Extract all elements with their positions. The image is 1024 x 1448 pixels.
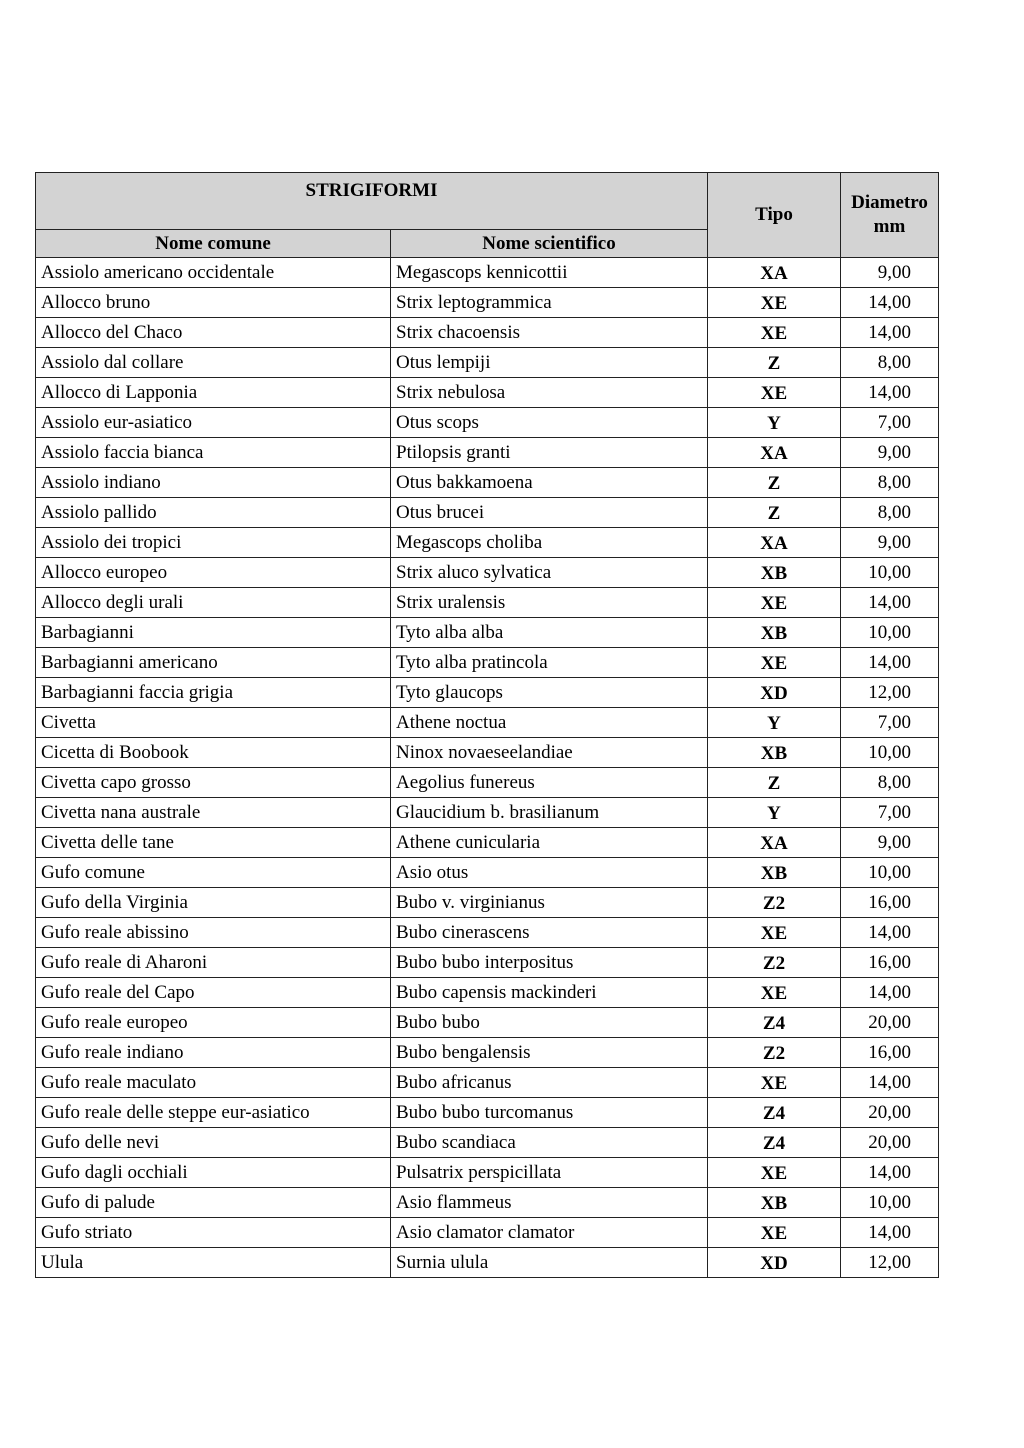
diametro-cell: 7,00 xyxy=(841,708,939,738)
diametro-cell: 14,00 xyxy=(841,1218,939,1248)
tipo-cell: XE xyxy=(708,1068,841,1098)
tipo-cell: XE xyxy=(708,1158,841,1188)
diametro-cell: 14,00 xyxy=(841,648,939,678)
name-comune-cell: Assiolo pallido xyxy=(36,498,391,528)
table-row xyxy=(36,648,939,678)
name-comune-cell: Allocco degli urali xyxy=(36,588,391,618)
table-row xyxy=(36,438,939,468)
table-row xyxy=(36,978,939,1008)
column-header-diametro-line1: Diametro xyxy=(851,192,928,213)
name-comune-cell: Civetta xyxy=(36,708,391,738)
name-scientifico-cell: Tyto alba pratincola xyxy=(391,648,708,678)
table-row xyxy=(36,678,939,708)
table-row xyxy=(36,768,939,798)
diametro-cell: 14,00 xyxy=(841,588,939,618)
diametro-cell: 14,00 xyxy=(841,378,939,408)
name-scientifico-cell: Glaucidium b. brasilianum xyxy=(391,798,708,828)
tipo-cell: XB xyxy=(708,738,841,768)
diametro-cell: 9,00 xyxy=(841,828,939,858)
column-header-diametro-line2: mm xyxy=(873,216,906,237)
name-comune-cell: Civetta delle tane xyxy=(36,828,391,858)
name-scientifico-cell: Ptilopsis granti xyxy=(391,438,708,468)
table-row xyxy=(36,468,939,498)
name-scientifico-cell: Bubo bubo xyxy=(391,1008,708,1038)
table-row xyxy=(36,318,939,348)
table-row xyxy=(36,588,939,618)
name-scientifico-cell: Pulsatrix perspicillata xyxy=(391,1158,708,1188)
name-comune-cell: Cicetta di Boobook xyxy=(36,738,391,768)
table-row xyxy=(36,1218,939,1248)
name-comune-cell: Gufo dagli occhiali xyxy=(36,1158,391,1188)
diametro-cell: 20,00 xyxy=(841,1008,939,1038)
name-comune-cell: Gufo comune xyxy=(36,858,391,888)
name-comune-cell: Assiolo faccia bianca xyxy=(36,438,391,468)
tipo-cell: XE xyxy=(708,288,841,318)
name-comune-cell: Assiolo dei tropici xyxy=(36,528,391,558)
tipo-cell: XE xyxy=(708,1218,841,1248)
table-row xyxy=(36,1188,939,1218)
name-comune-cell: Gufo striato xyxy=(36,1218,391,1248)
table-row xyxy=(36,1128,939,1158)
diametro-cell: 14,00 xyxy=(841,1068,939,1098)
diametro-cell: 10,00 xyxy=(841,858,939,888)
name-scientifico-cell: Athene cunicularia xyxy=(391,828,708,858)
tipo-cell: XE xyxy=(708,588,841,618)
name-scientifico-cell: Strix aluco sylvatica xyxy=(391,558,708,588)
table-row xyxy=(36,918,939,948)
table-row xyxy=(36,1008,939,1038)
diametro-cell: 10,00 xyxy=(841,738,939,768)
name-scientifico-cell: Ninox novaeseelandiae xyxy=(391,738,708,768)
diametro-cell: 9,00 xyxy=(841,438,939,468)
name-comune-cell: Gufo reale del Capo xyxy=(36,978,391,1008)
column-header-nome-comune: Nome comune xyxy=(36,230,391,258)
column-header-diametro xyxy=(841,173,939,258)
name-comune-cell: Gufo reale di Aharoni xyxy=(36,948,391,978)
tipo-cell: XD xyxy=(708,678,841,708)
table-row xyxy=(36,738,939,768)
diametro-cell: 10,00 xyxy=(841,618,939,648)
name-comune-cell: Assiolo americano occidentale xyxy=(36,258,391,288)
diametro-cell: 10,00 xyxy=(841,558,939,588)
diametro-cell: 8,00 xyxy=(841,468,939,498)
tipo-cell: XA xyxy=(708,528,841,558)
diametro-cell: 14,00 xyxy=(841,1158,939,1188)
name-comune-cell: Barbagianni americano xyxy=(36,648,391,678)
name-scientifico-cell: Bubo bengalensis xyxy=(391,1038,708,1068)
diametro-cell: 14,00 xyxy=(841,918,939,948)
tipo-cell: Y xyxy=(708,798,841,828)
name-scientifico-cell: Asio clamator clamator xyxy=(391,1218,708,1248)
table-row xyxy=(36,618,939,648)
diametro-cell: 8,00 xyxy=(841,348,939,378)
name-comune-cell: Gufo reale abissino xyxy=(36,918,391,948)
diametro-cell: 14,00 xyxy=(841,288,939,318)
tipo-cell: Z xyxy=(708,768,841,798)
table-row xyxy=(36,348,939,378)
tipo-cell: XE xyxy=(708,648,841,678)
table-row xyxy=(36,558,939,588)
name-scientifico-cell: Bubo scandiaca xyxy=(391,1128,708,1158)
table-row xyxy=(36,498,939,528)
name-scientifico-cell: Strix nebulosa xyxy=(391,378,708,408)
table-row xyxy=(36,528,939,558)
name-comune-cell: Gufo della Virginia xyxy=(36,888,391,918)
column-header-nome-scientifico: Nome scientifico xyxy=(391,230,708,258)
name-scientifico-cell: Tyto alba alba xyxy=(391,618,708,648)
name-scientifico-cell: Otus bakkamoena xyxy=(391,468,708,498)
tipo-cell: Z xyxy=(708,348,841,378)
table-row xyxy=(36,1068,939,1098)
name-scientifico-cell: Strix uralensis xyxy=(391,588,708,618)
name-comune-cell: Gufo reale delle steppe eur-asiatico xyxy=(36,1098,391,1128)
name-scientifico-cell: Athene noctua xyxy=(391,708,708,738)
diametro-cell: 12,00 xyxy=(841,1248,939,1278)
name-scientifico-cell: Surnia ulula xyxy=(391,1248,708,1278)
name-scientifico-cell: Megascops kennicottii xyxy=(391,258,708,288)
table-row xyxy=(36,858,939,888)
column-header-tipo: Tipo xyxy=(708,173,841,258)
name-scientifico-cell: Asio otus xyxy=(391,858,708,888)
tipo-cell: Z xyxy=(708,468,841,498)
table-row xyxy=(36,378,939,408)
name-scientifico-cell: Bubo v. virginianus xyxy=(391,888,708,918)
name-scientifico-cell: Otus lempiji xyxy=(391,348,708,378)
diametro-cell: 16,00 xyxy=(841,888,939,918)
name-comune-cell: Barbagianni faccia grigia xyxy=(36,678,391,708)
name-comune-cell: Allocco di Lapponia xyxy=(36,378,391,408)
diametro-cell: 9,00 xyxy=(841,258,939,288)
tipo-cell: Z2 xyxy=(708,1038,841,1068)
tipo-cell: XE xyxy=(708,378,841,408)
tipo-cell: Z2 xyxy=(708,888,841,918)
tipo-cell: XB xyxy=(708,558,841,588)
name-comune-cell: Civetta nana australe xyxy=(36,798,391,828)
diametro-cell: 14,00 xyxy=(841,318,939,348)
diametro-cell: 16,00 xyxy=(841,1038,939,1068)
name-scientifico-cell: Bubo capensis mackinderi xyxy=(391,978,708,1008)
name-scientifico-cell: Asio flammeus xyxy=(391,1188,708,1218)
tipo-cell: XA xyxy=(708,258,841,288)
table-row xyxy=(36,708,939,738)
table-row xyxy=(36,288,939,318)
diametro-cell: 16,00 xyxy=(841,948,939,978)
name-comune-cell: Gufo di palude xyxy=(36,1188,391,1218)
tipo-cell: XD xyxy=(708,1248,841,1278)
tipo-cell: Z4 xyxy=(708,1008,841,1038)
name-comune-cell: Allocco bruno xyxy=(36,288,391,318)
tipo-cell: XA xyxy=(708,828,841,858)
name-comune-cell: Allocco del Chaco xyxy=(36,318,391,348)
table-row xyxy=(36,798,939,828)
name-scientifico-cell: Bubo cinerascens xyxy=(391,918,708,948)
table-row xyxy=(36,1098,939,1128)
name-comune-cell: Assiolo indiano xyxy=(36,468,391,498)
name-scientifico-cell: Aegolius funereus xyxy=(391,768,708,798)
name-comune-cell: Gufo reale europeo xyxy=(36,1008,391,1038)
table-row xyxy=(36,1158,939,1188)
table-row xyxy=(36,1248,939,1278)
table-header xyxy=(36,173,939,258)
diametro-cell: 8,00 xyxy=(841,768,939,798)
owl-table xyxy=(35,172,939,1278)
diametro-cell: 20,00 xyxy=(841,1098,939,1128)
tipo-cell: Y xyxy=(708,408,841,438)
diametro-cell: 7,00 xyxy=(841,408,939,438)
diametro-cell: 9,00 xyxy=(841,528,939,558)
name-comune-cell: Gufo reale maculato xyxy=(36,1068,391,1098)
name-scientifico-cell: Tyto glaucops xyxy=(391,678,708,708)
name-scientifico-cell: Bubo bubo turcomanus xyxy=(391,1098,708,1128)
name-scientifico-cell: Strix chacoensis xyxy=(391,318,708,348)
name-comune-cell: Assiolo eur-asiatico xyxy=(36,408,391,438)
name-comune-cell: Assiolo dal collare xyxy=(36,348,391,378)
tipo-cell: Z4 xyxy=(708,1128,841,1158)
tipo-cell: XA xyxy=(708,438,841,468)
tipo-cell: XE xyxy=(708,318,841,348)
tipo-cell: XB xyxy=(708,1188,841,1218)
table-row xyxy=(36,408,939,438)
name-comune-cell: Gufo reale indiano xyxy=(36,1038,391,1068)
diametro-cell: 12,00 xyxy=(841,678,939,708)
tipo-cell: XB xyxy=(708,858,841,888)
name-scientifico-cell: Bubo africanus xyxy=(391,1068,708,1098)
name-scientifico-cell: Strix leptogrammica xyxy=(391,288,708,318)
table-row xyxy=(36,828,939,858)
tipo-cell: Z2 xyxy=(708,948,841,978)
name-scientifico-cell: Otus brucei xyxy=(391,498,708,528)
diametro-cell: 20,00 xyxy=(841,1128,939,1158)
name-comune-cell: Civetta capo grosso xyxy=(36,768,391,798)
table-body xyxy=(36,258,939,1278)
diametro-cell: 14,00 xyxy=(841,978,939,1008)
tipo-cell: XE xyxy=(708,918,841,948)
tipo-cell: Z4 xyxy=(708,1098,841,1128)
table-row xyxy=(36,1038,939,1068)
tipo-cell: Y xyxy=(708,708,841,738)
name-scientifico-cell: Otus scops xyxy=(391,408,708,438)
table-row xyxy=(36,948,939,978)
name-comune-cell: Barbagianni xyxy=(36,618,391,648)
diametro-cell: 7,00 xyxy=(841,798,939,828)
table-row xyxy=(36,258,939,288)
name-comune-cell: Gufo delle nevi xyxy=(36,1128,391,1158)
name-comune-cell: Allocco europeo xyxy=(36,558,391,588)
table-row xyxy=(36,888,939,918)
table-title: STRIGIFORMI xyxy=(36,173,708,230)
tipo-cell: XB xyxy=(708,618,841,648)
name-scientifico-cell: Bubo bubo interpositus xyxy=(391,948,708,978)
tipo-cell: Z xyxy=(708,498,841,528)
diametro-cell: 8,00 xyxy=(841,498,939,528)
name-comune-cell: Ulula xyxy=(36,1248,391,1278)
tipo-cell: XE xyxy=(708,978,841,1008)
diametro-cell: 10,00 xyxy=(841,1188,939,1218)
name-scientifico-cell: Megascops choliba xyxy=(391,528,708,558)
